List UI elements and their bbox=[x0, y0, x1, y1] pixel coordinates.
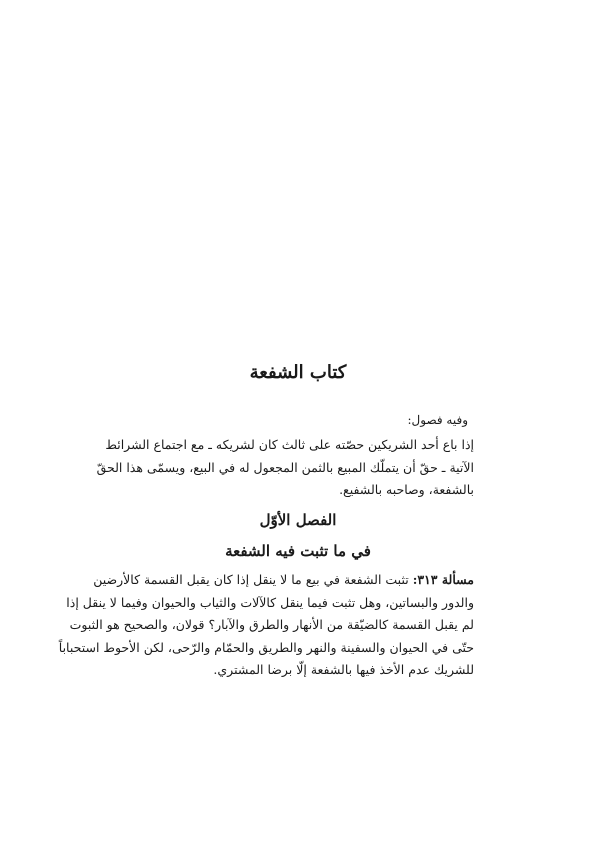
issue-line: لم يقبل القسمة كالضيّقة من الأنهار والطرق والآبار؟ قولان، والصحيح هو الثبوت bbox=[69, 617, 474, 632]
issue-line: حتّى في الحيوان والسفينة والنهر والطريق والحمّام والرّحى، لكن الأحوط استحباباً bbox=[58, 639, 474, 655]
issue-paragraph bbox=[58, 569, 474, 682]
intro-line: إذا باع أحد الشريكين حصّته على ثالث كان لشريكه ـ مع اجتماع الشرائط bbox=[105, 437, 474, 452]
intro-line: بالشفعة، وصاحبه بالشفيع. bbox=[339, 482, 474, 497]
intro-label: وفيه فصول: bbox=[407, 413, 468, 427]
chapter-title: الفصل الأوّل bbox=[259, 511, 337, 529]
issue-line bbox=[93, 569, 474, 592]
issue-number-label: مسألة ٣١٣: bbox=[412, 572, 474, 587]
issue-line: للشريك عدم الأخذ فيها بالشفعة إلّا برضا المشتري. bbox=[213, 662, 474, 677]
intro-paragraph bbox=[96, 434, 474, 502]
intro-line: الآتية ـ حقّ أن يتملّك المبيع بالثمن المجعول له في البيع، ويسمّى هذا الحقّ bbox=[96, 459, 474, 475]
book-title: كتاب الشفعة bbox=[249, 362, 347, 383]
issue-text: تثبت الشفعة في بيع ما لا ينقل إذا كان يقبل القسمة كالأرضين bbox=[93, 572, 409, 587]
issue-line: والدور والبساتين، وهل تثبت فيما ينقل كالآلات والثياب والحيوان وفيما لا ينقل إذا bbox=[66, 594, 474, 610]
chapter-subtitle: في ما تثبت فيه الشفعة bbox=[225, 542, 371, 560]
